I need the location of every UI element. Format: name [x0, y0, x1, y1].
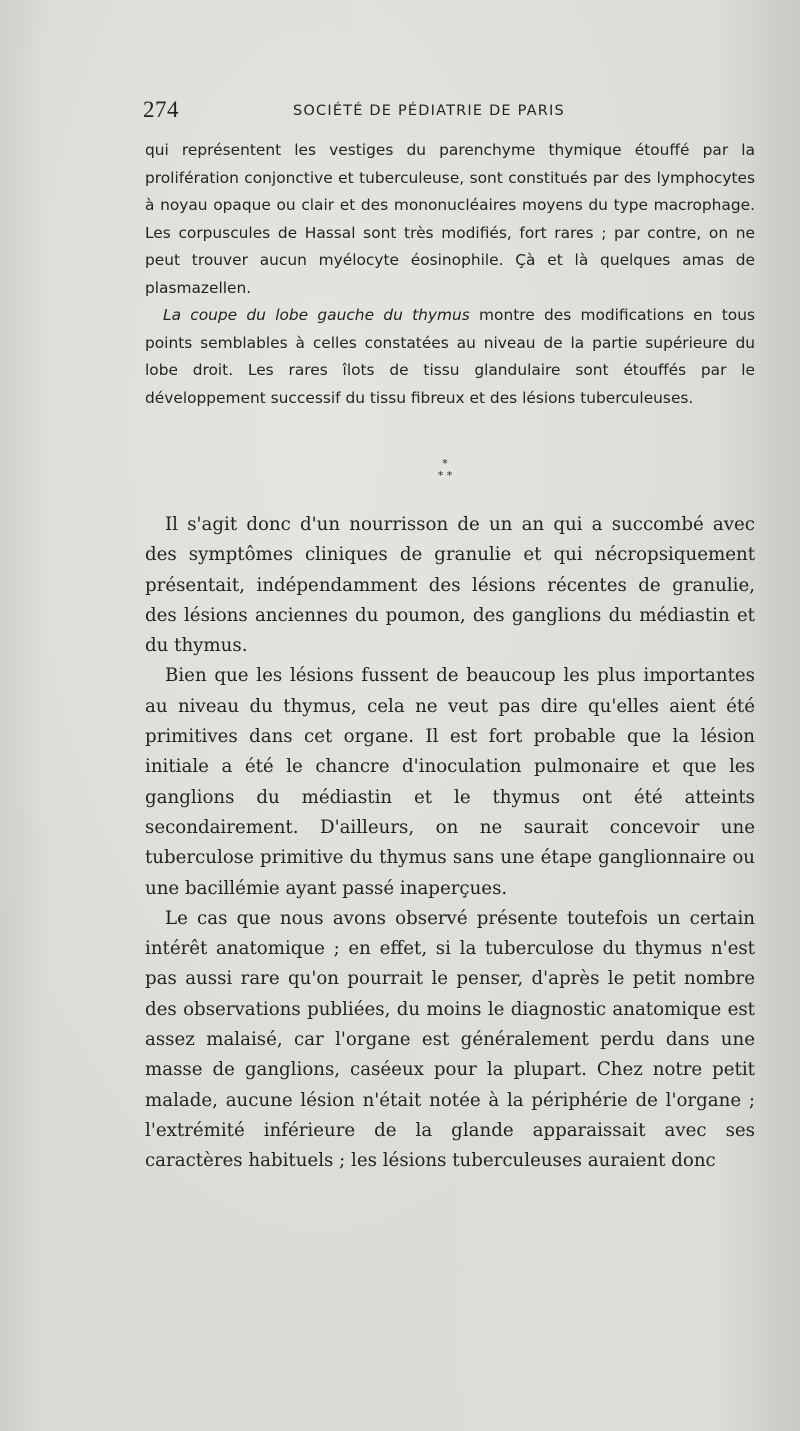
italic-lead: La coupe du lobe gauche du thymus — [163, 306, 470, 324]
asterism-top: * — [442, 457, 448, 470]
page-header — [143, 97, 743, 125]
paragraph-anatomic-interest: Le cas que nous avons observé présente toutefois un certain intérêt anatomique ; en effet, si la tuberculose du thymus n'est pas aussi rare qu'on pourrait le penser, d'après le petit nombre des observations publiées, du moins le diagnostic anatomique est assez malaisé, car l'organe est généralement perdu dans une masse de ganglions, caséeux pour la plupart. Chez notre petit malade, aucune lésion n'était notée à la périphérie de l'organe ; l'extrémité inférieure de la glande apparaissait avec ses caractères habituels ; les lésions tuberculeuses auraient donc — [145, 907, 755, 1172]
page-number: 274 — [143, 97, 179, 122]
paragraph-continued: qui représentent les vestiges du parenchyme thymique étouffé par la prolifération conjonctive et tuberculeuse, sont constitués par des lymphocytes à noyau opaque ou clair et des mononucléaires moyens du type macrophage. Les corpuscules de Hassal sont très modifiés, fort rares ; par contre, on ne peut trouver aucun myélocyte éosinophile. Çà et là quelques amas de plasmazellen. — [145, 141, 755, 297]
histology-section — [145, 137, 755, 412]
running-head: SOCIÉTÉ DE PÉDIATRIE DE PARIS — [293, 103, 565, 119]
paragraph-case-summary: Il s'agit donc d'un nourrisson de un an qui a succombé avec des symptômes cliniques de granulie et qui nécropsiquement présentait, indépendamment des lésions récentes de granulie, des lésions anciennes du poumon, des ganglions du médiastin et du thymus. — [145, 514, 755, 657]
paragraph-text: montre des modifications en tous points semblables à celles constatées au niveau de la partie supérieure du lobe droit. Les rares îlots de tissu glandulaire sont étouffés par le développement successif du tissu fibreux et des lésions tuberculeuses. — [145, 306, 755, 407]
discussion-section — [145, 510, 755, 1177]
paragraph-left-lobe — [145, 302, 755, 412]
asterism-separator — [425, 458, 465, 482]
asterism-bottom: * * — [437, 469, 453, 482]
paragraph-primary-lesion: Bien que les lésions fussent de beaucoup les plus importantes au niveau du thymus, cela ne veut pas dire qu'elles aient été primitives dans cet organe. Il est fort probable que la lésion initiale a été le chancre d'inoculation pulmonaire et que les ganglions du médiastin et le thymus ont été atteints secondairement. D'ailleurs, on ne saurait concevoir une tuberculose primitive du thymus sans une étape ganglionnaire ou une bacillémie ayant passé inaperçues. — [145, 665, 755, 899]
